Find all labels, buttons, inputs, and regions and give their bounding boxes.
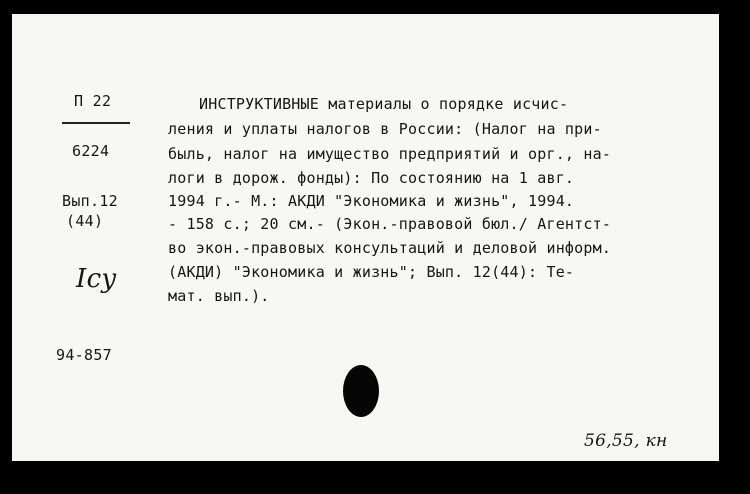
- entry-line-2: ления и уплаты налогов в России: (Налог на при-: [168, 120, 602, 138]
- call-number: П 22: [74, 92, 112, 110]
- entry-line-8: (АКДИ) "Экономика и жизнь"; Вып. 12(44): Те-: [168, 263, 575, 281]
- ink-blot: [343, 365, 379, 417]
- control-number: 94-857: [56, 346, 112, 364]
- entry-line-6: - 158 с.; 20 см.- (Экон.-правовой бюл./ Агентст-: [168, 215, 612, 233]
- bottom-handwriting: 56,55, кн: [584, 431, 668, 451]
- accession-number: 6224: [72, 142, 110, 160]
- issue-number: (44): [66, 212, 104, 230]
- call-number-underline: [62, 122, 130, 124]
- handwritten-mark: Ісу: [76, 264, 117, 294]
- entry-line-9: мат. вып.).: [168, 287, 270, 305]
- entry-line-7: во экон.-правовых консультаций и деловой информ.: [168, 239, 612, 257]
- issue-label: Вып.12: [62, 192, 118, 210]
- right-black-edge: [719, 0, 750, 494]
- catalog-card: [12, 14, 719, 461]
- entry-line-3: быль, налог на имущество предприятий и орг., на-: [168, 145, 612, 163]
- entry-line-5: 1994 г.- М.: АКДИ "Экономика и жизнь", 1994.: [168, 192, 575, 210]
- entry-line-1: ИНСТРУКТИВНЫЕ материалы о порядке исчис-: [199, 95, 569, 113]
- entry-line-4: логи в дорож. фонды): По состоянию на 1 авг.: [168, 169, 575, 187]
